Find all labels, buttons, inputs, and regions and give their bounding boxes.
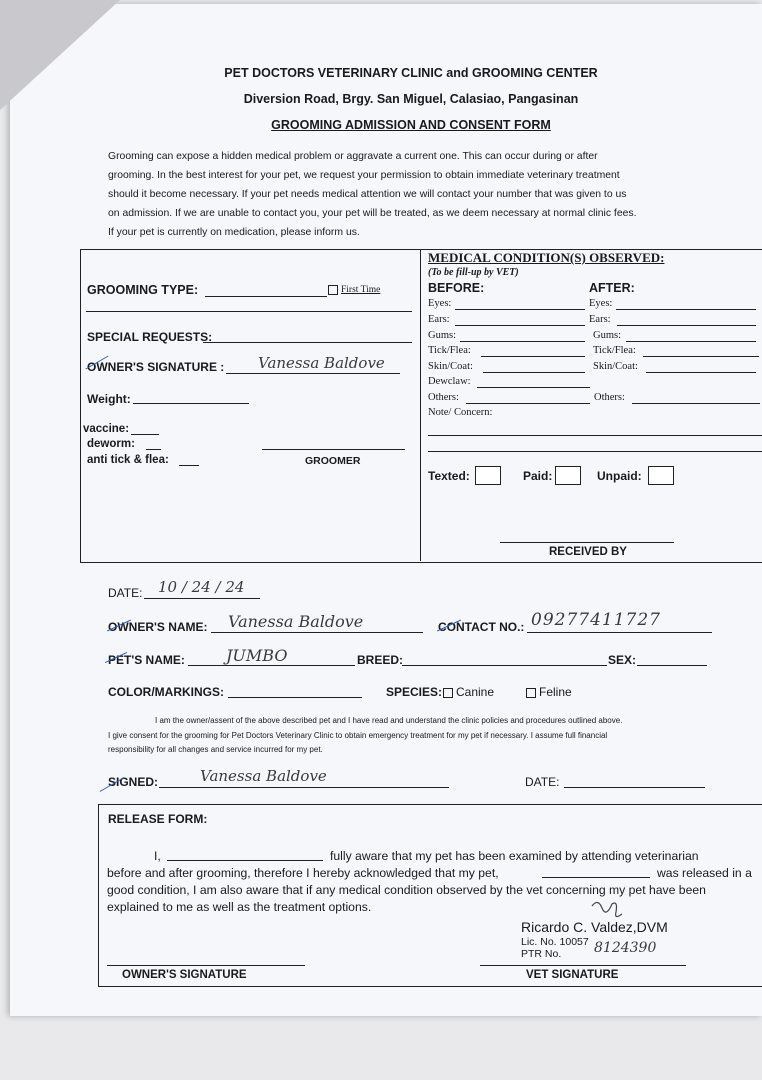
- vet-ptr-label: PTR No.: [521, 948, 562, 960]
- before-ears-field[interactable]: [455, 325, 585, 326]
- before-others-field[interactable]: [466, 403, 590, 404]
- note-concern-label: Note/ Concern:: [428, 407, 493, 418]
- sex-field[interactable]: [637, 665, 707, 666]
- pet-name-label: PET'S NAME:: [108, 653, 185, 667]
- signed-label: SIGNED:: [108, 775, 159, 789]
- color-markings-field[interactable]: [228, 697, 362, 698]
- owner-name-label: OWNER'S NAME:: [108, 620, 208, 634]
- before-gums-label: Gums:: [428, 330, 457, 341]
- after-eyes-field[interactable]: [616, 309, 756, 310]
- before-label: BEFORE:: [428, 281, 485, 295]
- received-by-line[interactable]: [500, 542, 674, 543]
- note-line-2[interactable]: [428, 451, 762, 452]
- first-time-option[interactable]: [328, 285, 380, 295]
- before-skin-label: Skin/Coat:: [428, 361, 473, 372]
- intro-line: should it become necessary. If your pet needs medical attention we will contact your number that was given to us: [108, 189, 627, 200]
- breed-field[interactable]: [402, 665, 607, 666]
- before-tick-label: Tick/Flea:: [428, 345, 471, 356]
- breed-label: BREED:: [357, 653, 404, 667]
- pet-name-field[interactable]: [188, 665, 355, 666]
- sex-label: SEX:: [608, 653, 637, 667]
- release-line4: explained to me as well as the treatment options.: [107, 900, 372, 914]
- consent-line-2: I give consent for the grooming for Pet Doctors Veterinary Clinic to obtain emergency treatment for my pet if necessary. I assume full financial: [108, 731, 608, 740]
- owner-signature-value: Vanessa Baldove: [258, 354, 385, 372]
- before-tick-field[interactable]: [481, 356, 585, 357]
- vaccine-field[interactable]: [131, 434, 159, 435]
- before-gums-field[interactable]: [460, 341, 585, 342]
- grooming-type-extra-line[interactable]: [86, 311, 412, 312]
- vet-signature-scribble: [588, 896, 628, 926]
- before-dewclaw-label: Dewclaw:: [428, 376, 471, 387]
- intro-line: on admission. If we are unable to contact you, your pet will be treated, as we deem necessary at normal clinic fees.: [108, 208, 637, 219]
- after-tick-label: Tick/Flea:: [593, 345, 636, 356]
- before-ears-label: Ears:: [428, 314, 450, 325]
- after-gums-label: Gums:: [593, 330, 622, 341]
- before-eyes-label: Eyes:: [428, 298, 452, 309]
- signed-value: Vanessa Baldove: [200, 767, 327, 785]
- owner-name-field[interactable]: [211, 632, 423, 633]
- after-others-field[interactable]: [632, 403, 760, 404]
- box-divider: [420, 249, 421, 561]
- clinic-address: Diversion Road, Brgy. San Miguel, Calasiao, Pangasinan: [243, 92, 579, 106]
- vaccine-label: vaccine:: [83, 423, 130, 435]
- after-tick-field[interactable]: [643, 356, 759, 357]
- groomer-label: GROOMER: [305, 455, 361, 467]
- release-line2-start: before and after grooming, therefore I hereby acknowledged that my pet,: [107, 866, 499, 880]
- release-owner-signature-label: OWNER'S SIGNATURE: [122, 969, 247, 981]
- signed-date-field[interactable]: [564, 787, 705, 788]
- vet-signature-label: VET SIGNATURE: [526, 969, 619, 981]
- contact-value: 09277411727: [531, 610, 661, 630]
- owner-signature-line[interactable]: [107, 965, 305, 966]
- owner-fullname-field[interactable]: [167, 860, 323, 861]
- anti-tick-flea-field[interactable]: [179, 465, 199, 466]
- vet-name: Ricardo C. Valdez,DVM: [521, 919, 668, 935]
- intro-line: Grooming can expose a hidden medical problem or aggravate a current one. This can occur during or after: [108, 151, 598, 162]
- before-others-label: Others:: [428, 392, 459, 403]
- canine-checkbox[interactable]: [443, 688, 453, 698]
- before-eyes-field[interactable]: [455, 309, 585, 310]
- grooming-type-field[interactable]: [205, 296, 327, 297]
- note-line-1[interactable]: [428, 435, 762, 436]
- intro-paragraph: [108, 147, 636, 242]
- special-requests-label: SPECIAL REQUESTS:: [87, 330, 213, 344]
- after-others-label: Others:: [594, 392, 625, 403]
- vet-license: Lic. No. 10057: [521, 936, 589, 948]
- consent-line-1: I am the owner/assent of the above described pet and I have read and understand the clinic policies and procedures outlined above.: [155, 716, 623, 725]
- owner-signature-field[interactable]: [226, 373, 400, 374]
- medical-subtitle: (To be fill-up by VET): [428, 267, 519, 278]
- texted-checkbox[interactable]: [475, 466, 501, 485]
- weight-label: Weight:: [87, 392, 131, 406]
- paid-checkbox[interactable]: [555, 466, 581, 485]
- after-gums-field[interactable]: [626, 341, 756, 342]
- form-title: GROOMING ADMISSION AND CONSENT FORM: [271, 118, 551, 132]
- signed-field[interactable]: [159, 787, 449, 788]
- paid-label: Paid:: [523, 469, 553, 483]
- deworm-label: deworm:: [87, 438, 135, 450]
- intro-line: grooming. In the best interest for your pet, we request your permission to obtain immediate veterinary treatment: [108, 170, 620, 181]
- after-skin-label: Skin/Coat:: [593, 361, 638, 372]
- grooming-type-label: GROOMING TYPE:: [87, 283, 199, 297]
- owner-signature-label: OWNER'S SIGNATURE :: [87, 360, 225, 374]
- canine-label: Canine: [456, 685, 495, 699]
- unpaid-checkbox[interactable]: [648, 466, 674, 485]
- after-ears-field[interactable]: [617, 325, 756, 326]
- contact-label: CONTACT NO.:: [438, 620, 525, 634]
- release-line3: good condition, I am also aware that if any medical condition observed by the vet concerning my pet have been: [107, 883, 706, 897]
- after-skin-field[interactable]: [646, 372, 756, 373]
- groomer-signature-line[interactable]: [262, 449, 405, 450]
- release-line2-end: was released in a: [657, 866, 752, 880]
- release-title: RELEASE FORM:: [108, 812, 208, 826]
- intro-line: If your pet is currently on medication, please inform us.: [108, 227, 360, 238]
- date-label: DATE:: [108, 586, 143, 600]
- before-skin-field[interactable]: [483, 372, 585, 373]
- feline-option[interactable]: [526, 685, 572, 699]
- deworm-field[interactable]: [146, 449, 161, 450]
- first-time-checkbox[interactable]: [328, 285, 338, 295]
- color-markings-label: COLOR/MARKINGS:: [108, 685, 224, 699]
- weight-field[interactable]: [133, 403, 249, 404]
- owner-name-value: Vanessa Baldove: [228, 612, 364, 631]
- date-value: 10 / 24 / 24: [158, 578, 245, 596]
- date-field[interactable]: [144, 598, 260, 599]
- consent-line-3: responsibility for all changes and service incurred for my pet.: [108, 745, 323, 754]
- vet-ptr-value: 8124390: [594, 940, 657, 956]
- before-dewclaw-field[interactable]: [477, 387, 590, 388]
- pet-released-field[interactable]: [542, 877, 650, 878]
- contact-field[interactable]: [527, 632, 712, 633]
- species-label: SPECIES:: [386, 685, 443, 699]
- signed-date-label: DATE:: [525, 775, 560, 789]
- feline-checkbox[interactable]: [526, 688, 536, 698]
- special-requests-field[interactable]: [203, 342, 412, 343]
- clinic-name: PET DOCTORS VETERINARY CLINIC and GROOMING CENTER: [224, 66, 598, 80]
- after-label: AFTER:: [589, 281, 635, 295]
- release-line1-end: fully aware that my pet has been examined by attending veterinarian: [330, 849, 699, 863]
- release-line1-start: I,: [154, 849, 161, 863]
- feline-label: Feline: [539, 685, 572, 699]
- received-by-label: RECEIVED BY: [549, 546, 627, 558]
- after-ears-label: Ears:: [589, 314, 611, 325]
- first-time-label: First Time: [341, 285, 381, 296]
- canine-option[interactable]: [443, 685, 494, 699]
- texted-label: Texted:: [428, 469, 470, 483]
- vet-signature-line[interactable]: [480, 965, 686, 966]
- anti-tick-flea-label: anti tick & flea:: [87, 454, 169, 466]
- medical-title: MEDICAL CONDITION(S) OBSERVED:: [428, 250, 665, 265]
- after-eyes-label: Eyes:: [589, 298, 613, 309]
- pet-name-value: JUMBO: [226, 646, 288, 665]
- unpaid-label: Unpaid:: [597, 469, 642, 483]
